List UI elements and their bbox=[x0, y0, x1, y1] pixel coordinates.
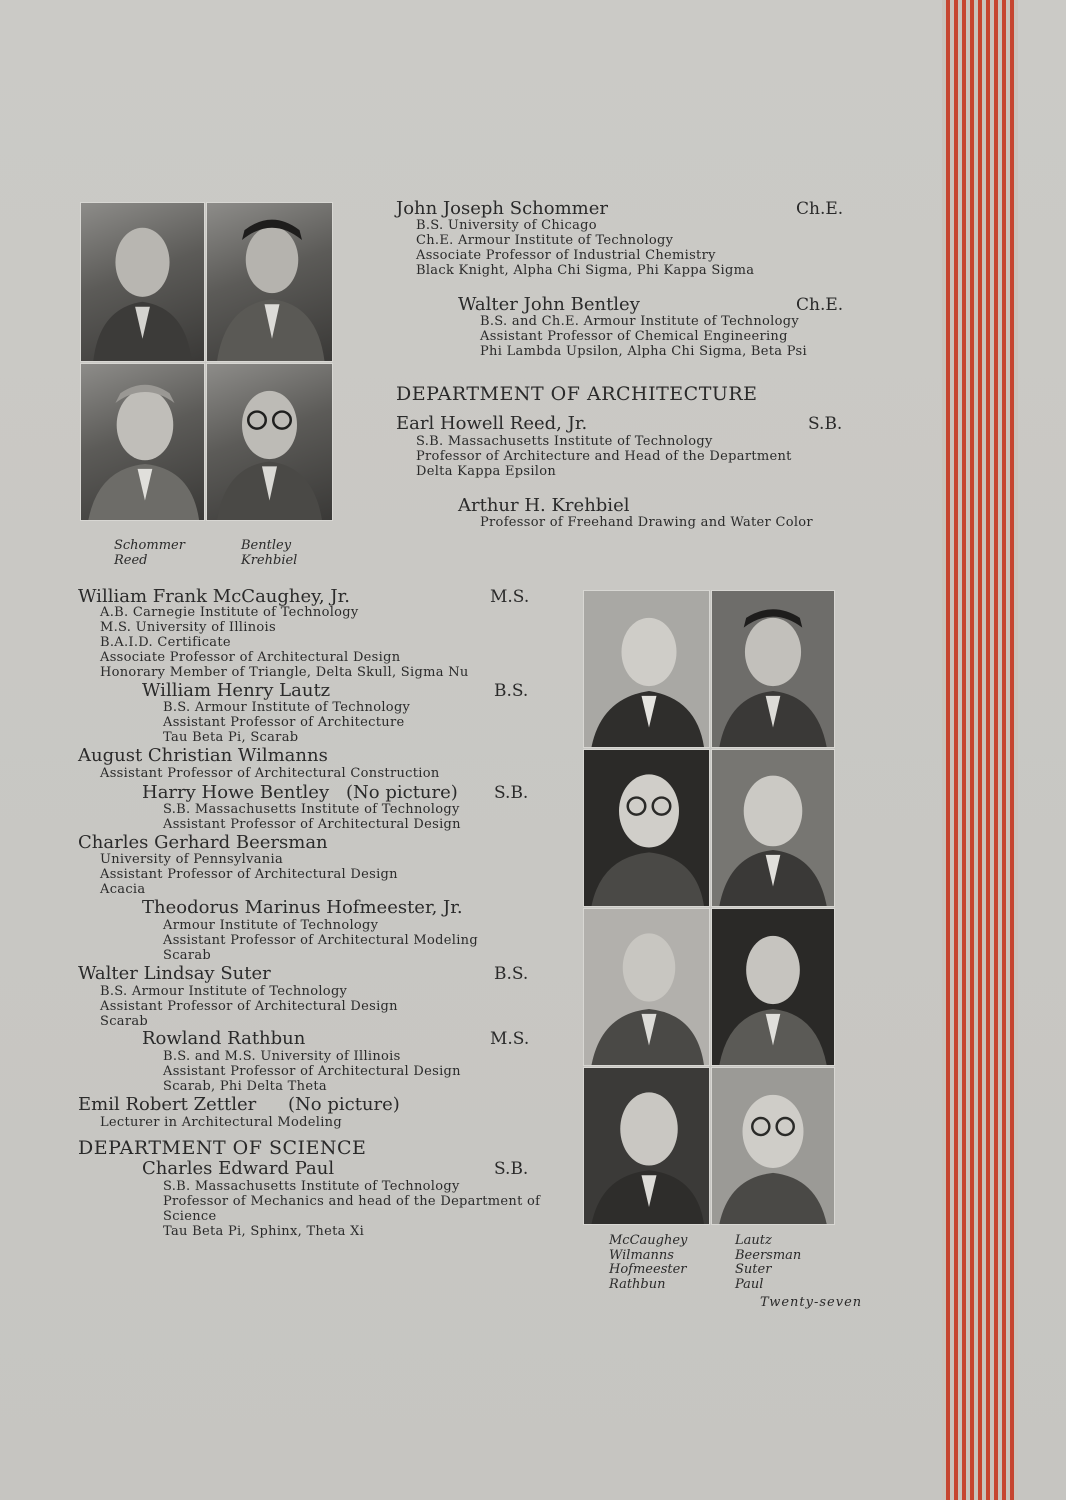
detail-line: Associate Professor of Industrial Chemistry bbox=[416, 248, 716, 263]
detail-line: Scarab bbox=[100, 1014, 149, 1029]
detail-line: B.S. University of Chicago bbox=[416, 218, 597, 233]
dept-architecture-heading: DEPARTMENT OF ARCHITECTURE bbox=[396, 383, 758, 405]
faculty-note: (No picture) bbox=[288, 1094, 400, 1115]
faculty-name: Rowland Rathbun bbox=[142, 1028, 306, 1049]
faculty-name: Walter Lindsay Suter bbox=[78, 963, 271, 984]
page-number: Twenty-seven bbox=[760, 1295, 863, 1310]
detail-line: B.A.I.D. Certificate bbox=[100, 635, 231, 650]
faculty-name: William Henry Lautz bbox=[142, 680, 331, 701]
caption-paul: Paul bbox=[735, 1276, 764, 1292]
faculty-degree: M.S. bbox=[490, 587, 530, 607]
caption-wilmanns: Wilmanns bbox=[609, 1247, 674, 1263]
faculty-degree: S.B. bbox=[494, 783, 529, 803]
faculty-name: Charles Gerhard Beersman bbox=[78, 832, 328, 853]
detail-line: Scarab bbox=[163, 948, 212, 963]
faculty-details bbox=[100, 605, 469, 680]
portrait-mccaughey bbox=[583, 590, 710, 748]
portrait-wilmanns bbox=[583, 749, 710, 907]
reed-details bbox=[416, 434, 792, 479]
caption-bottom-left bbox=[609, 1234, 687, 1292]
caption-lautz: Lautz bbox=[735, 1233, 772, 1248]
detail-line: Armour Institute of Technology bbox=[163, 918, 379, 933]
reed-degree: S.B. bbox=[808, 414, 843, 434]
detail-line: B.S. and M.S. University of Illinois bbox=[163, 1049, 401, 1064]
portrait-krehbiel bbox=[206, 363, 333, 521]
detail-line: Tau Beta Pi, Sphinx, Theta Xi bbox=[163, 1224, 365, 1239]
detail-line: Assistant Professor of Architectural Design bbox=[163, 817, 461, 832]
caption-top-right bbox=[241, 538, 297, 568]
detail-line: Ch.E. Armour Institute of Technology bbox=[416, 233, 674, 248]
faculty-name: William Frank McCaughey, Jr. bbox=[78, 586, 350, 607]
paul-degree: S.B. bbox=[494, 1159, 529, 1179]
portrait-lautz bbox=[711, 590, 835, 748]
detail-line: B.S. and Ch.E. Armour Institute of Technology bbox=[480, 314, 799, 329]
faculty-note: (No picture) bbox=[346, 782, 458, 803]
faculty-name: August Christian Wilmanns bbox=[78, 745, 328, 766]
detail-line: Lecturer in Architectural Modeling bbox=[100, 1115, 342, 1130]
caption-reed: Reed bbox=[114, 553, 148, 568]
paul-name: Charles Edward Paul bbox=[142, 1158, 335, 1179]
decorative-stripe-border bbox=[942, 0, 1018, 1500]
detail-line: S.B. Massachusetts Institute of Technology bbox=[163, 1179, 460, 1194]
detail-line: Assistant Professor of Chemical Engineering bbox=[480, 329, 788, 344]
reed-name: Earl Howell Reed, Jr. bbox=[396, 413, 588, 434]
detail-line: Assistant Professor of Architecture bbox=[163, 715, 405, 730]
faculty-details bbox=[163, 1049, 461, 1094]
faculty-details bbox=[100, 984, 398, 1029]
portrait-rathbun bbox=[583, 1067, 710, 1225]
faculty-name: Harry Howe Bentley bbox=[142, 782, 330, 803]
detail-line: Assistant Professor of Architectural Construction bbox=[100, 766, 440, 781]
caption-krehbiel: Krehbiel bbox=[241, 553, 298, 568]
portrait-hofmeester bbox=[583, 908, 710, 1066]
schommer-details bbox=[416, 218, 754, 278]
portrait-suter bbox=[711, 908, 835, 1066]
portrait-paul bbox=[711, 1067, 835, 1225]
detail-line: Acacia bbox=[100, 882, 146, 897]
detail-line: Assistant Professor of Architectural Design bbox=[163, 1064, 461, 1079]
faculty-name: Theodorus Marinus Hofmeester, Jr. bbox=[142, 897, 463, 918]
caption-beersman: Beersman bbox=[735, 1247, 802, 1263]
dept-science-heading: DEPARTMENT OF SCIENCE bbox=[78, 1137, 367, 1159]
krehbiel-detail: Professor of Freehand Drawing and Water Color bbox=[480, 515, 813, 530]
walter-bentley-name: Walter John Bentley bbox=[458, 294, 640, 315]
krehbiel-name: Arthur H. Krehbiel bbox=[458, 495, 630, 516]
faculty-details bbox=[100, 852, 398, 897]
caption-bentley: Bentley bbox=[241, 538, 292, 553]
caption-schommer: Schommer bbox=[114, 538, 185, 553]
faculty-degree: M.S. bbox=[490, 1029, 530, 1049]
detail-line: Phi Lambda Upsilon, Alpha Chi Sigma, Beta Psi bbox=[480, 344, 807, 359]
detail-line: Black Knight, Alpha Chi Sigma, Phi Kappa Sigma bbox=[416, 263, 755, 278]
detail-line: M.S. University of Illinois bbox=[100, 620, 276, 635]
portrait-bentley bbox=[206, 202, 333, 362]
detail-line: Scarab, Phi Delta Theta bbox=[163, 1079, 327, 1094]
detail-line: Assistant Professor of Architectural Modeling bbox=[163, 933, 478, 948]
paul-details bbox=[163, 1179, 540, 1239]
detail-line: Science bbox=[163, 1209, 217, 1224]
detail-line: Professor of Architecture and Head of the Department bbox=[416, 449, 792, 464]
detail-line: A.B. Carnegie Institute of Technology bbox=[100, 605, 359, 620]
caption-top-left bbox=[114, 538, 185, 568]
detail-line: Assistant Professor of Architectural Design bbox=[100, 999, 398, 1014]
caption-suter: Suter bbox=[735, 1262, 772, 1277]
portrait-schommer bbox=[80, 202, 205, 362]
walter-bentley-degree: Ch.E. bbox=[796, 295, 844, 315]
caption-mccaughey: McCaughey bbox=[609, 1233, 688, 1248]
detail-line: Tau Beta Pi, Scarab bbox=[163, 730, 299, 745]
faculty-degree: B.S. bbox=[494, 681, 529, 701]
walter-bentley-details bbox=[480, 314, 807, 359]
detail-line: B.S. Armour Institute of Technology bbox=[163, 700, 411, 715]
detail-line: Associate Professor of Architectural Design bbox=[100, 650, 401, 665]
detail-line: Honorary Member of Triangle, Delta Skull, Sigma Nu bbox=[100, 665, 469, 680]
portrait-beersman bbox=[711, 749, 835, 907]
caption-hofmeester: Hofmeester bbox=[609, 1262, 687, 1277]
detail-line: Assistant Professor of Architectural Design bbox=[100, 867, 398, 882]
portrait-reed bbox=[80, 363, 205, 521]
faculty-details bbox=[163, 700, 410, 745]
schommer-name: John Joseph Schommer bbox=[396, 198, 608, 219]
faculty-details bbox=[163, 918, 478, 963]
detail-line: University of Pennsylvania bbox=[100, 852, 283, 867]
detail-line: B.S. Armour Institute of Technology bbox=[100, 984, 348, 999]
detail-line: S.B. Massachusetts Institute of Technology bbox=[416, 434, 713, 449]
caption-rathbun: Rathbun bbox=[609, 1276, 666, 1292]
detail-line: Delta Kappa Epsilon bbox=[416, 464, 557, 479]
faculty-degree: B.S. bbox=[494, 964, 529, 984]
faculty-details bbox=[163, 802, 461, 832]
schommer-degree: Ch.E. bbox=[796, 199, 844, 219]
detail-line: Professor of Mechanics and head of the Department of bbox=[163, 1194, 541, 1209]
caption-bottom-right bbox=[735, 1234, 801, 1292]
detail-line: S.B. Massachusetts Institute of Technology bbox=[163, 802, 460, 817]
faculty-name: Emil Robert Zettler bbox=[78, 1094, 257, 1115]
